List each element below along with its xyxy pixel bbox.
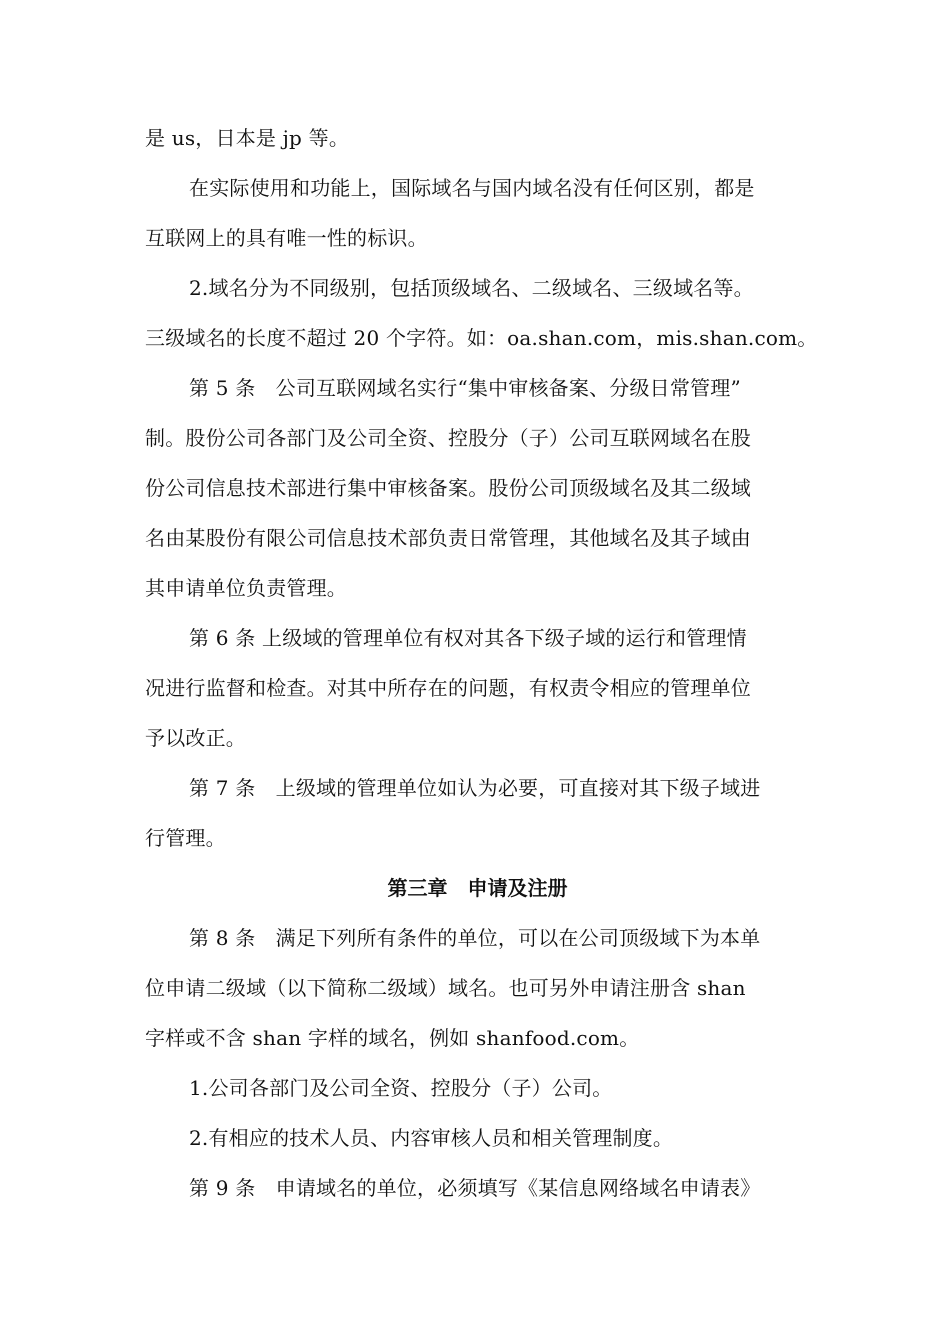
- text-line: 名由某股份有限公司信息技术部负责日常管理，其他域名及其子域由: [145, 526, 751, 550]
- text-line: 况进行监督和检查。对其中所存在的问题，有权责令相应的管理单位: [145, 676, 751, 700]
- chapter-heading: 第三章 申请及注册: [387, 876, 568, 900]
- text-line: 予以改正。: [145, 726, 246, 750]
- text-line: 第 9 条 申请域名的单位，必须填写《某信息网络域名申请表》: [189, 1176, 761, 1200]
- text-line: 位申请二级域（以下简称二级域）域名。也可另外申请注册含 shan: [145, 976, 746, 1000]
- text-line: 第 8 条 满足下列所有条件的单位，可以在公司顶级域下为本单: [189, 926, 761, 950]
- document-page: [145, 113, 818, 1213]
- text-line: 份公司信息技术部进行集中审核备案。股份公司顶级域名及其二级域: [145, 476, 751, 500]
- text-line: 第 7 条 上级域的管理单位如认为必要，可直接对其下级子域进: [189, 776, 761, 800]
- text-line: 互联网上的具有唯一性的标识。: [145, 226, 428, 250]
- text-line: 是 us，日本是 jp 等。: [145, 126, 350, 150]
- text-line: 2.有相应的技术人员、内容审核人员和相关管理制度。: [189, 1126, 674, 1150]
- text-line: 第 5 条 公司互联网域名实行“集中审核备案、分级日常管理”: [189, 376, 741, 400]
- text-line: 在实际使用和功能上，国际域名与国内域名没有任何区别，都是: [189, 176, 755, 200]
- text-line: 三级域名的长度不超过 20 个字符。如：oa.shan.com，mis.shan.com。: [145, 326, 818, 350]
- text-line: 行管理。: [145, 826, 226, 850]
- text-line: 其申请单位负责管理。: [145, 576, 347, 600]
- text-line: 制。股份公司各部门及公司全资、控股分（子）公司互联网域名在股: [145, 426, 751, 450]
- text-line: 字样或不含 shan 字样的域名，例如 shanfood.com。: [145, 1026, 640, 1050]
- text-line: 2.域名分为不同级别，包括顶级域名、二级域名、三级域名等。: [189, 276, 754, 300]
- text-line: 1.公司各部门及公司全资、控股分（子）公司。: [189, 1076, 613, 1100]
- text-line: 第 6 条 上级域的管理单位有权对其各下级子域的运行和管理情: [189, 626, 747, 650]
